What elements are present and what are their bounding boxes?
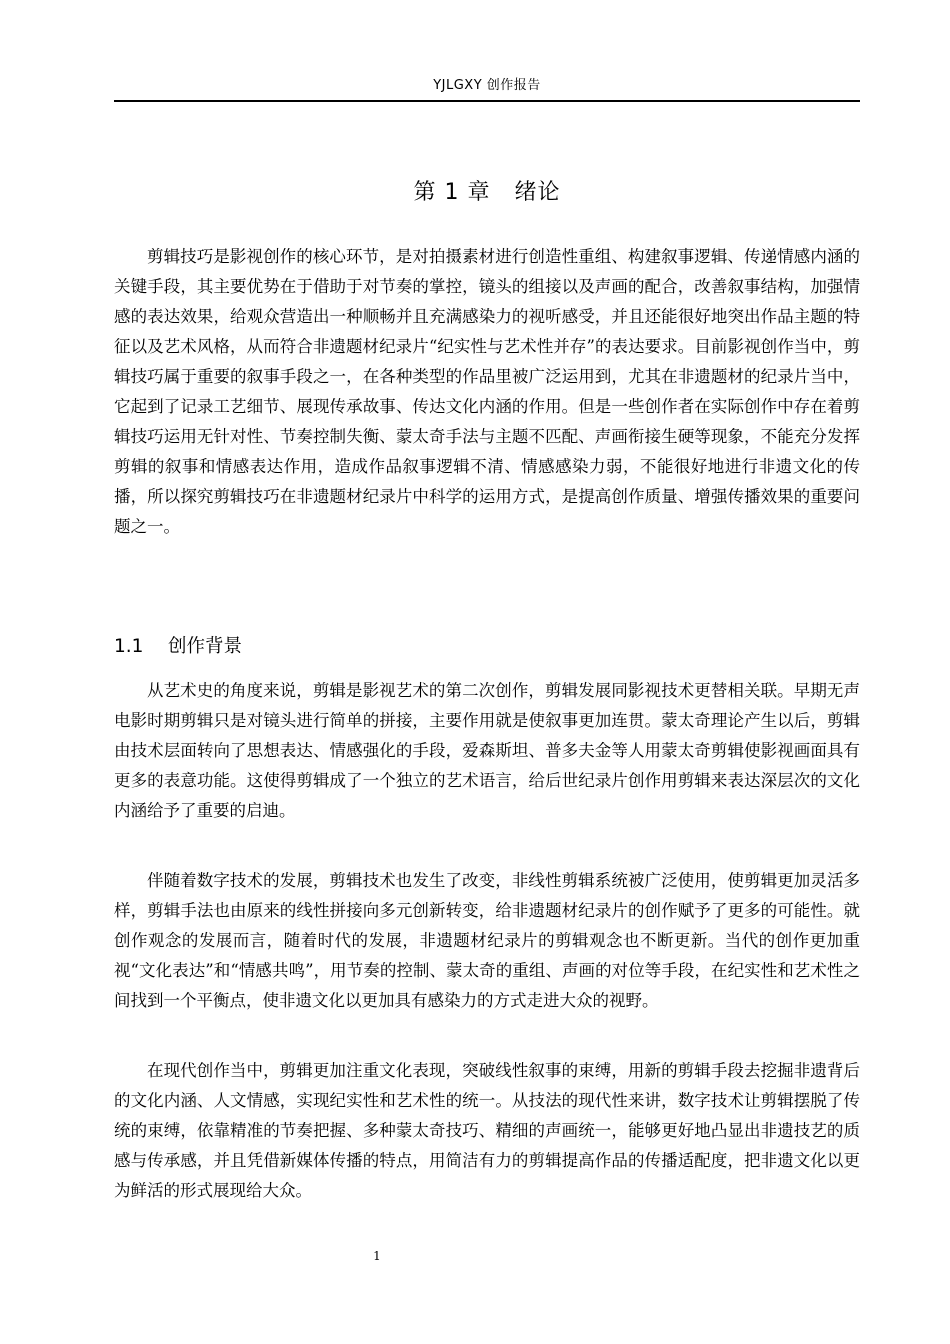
body-paragraph: 伴随着数字技术的发展，剪辑技术也发生了改变，非线性剪辑系统被广泛使用，使剪辑更加灵活多样，剪辑手法也由原来的线性拼接向多元创新转变，给非遗题材纪录片的创作赋予了更多的可能性。就创作观念的发展而言，随着时代的发展，非遗题材纪录片的剪辑观念也不断更新。当代的创作更加重视“文化表达”和“情感共鸣”，用节奏的控制、蒙太奇的重组、声画的对位等手段，在纪实性和艺术性之间找到一个平衡点，使非遗文化以更加具有感染力的方式走进大众的视野。	[114, 871, 860, 1010]
chapter-title	[114, 176, 860, 210]
chapter-label: 第 1 章	[413, 180, 491, 205]
chapter-name: 绪论	[514, 180, 561, 205]
section-heading	[114, 632, 860, 662]
body-paragraph: 在现代创作当中，剪辑更加注重文化表现，突破线性叙事的束缚，用新的剪辑手段去挖掘非遗背后的文化内涵、人文情感，实现纪实性和艺术性的统一。从技法的现代性来讲，数字技术让剪辑摆脱了传统的束缚，依靠精准的节奏把握、多种蒙太奇技巧、精细的声画统一，能够更好地凸显出非遗技艺的质感与传承感，并且凭借新媒体传播的特点，用简洁有力的剪辑提高作品的传播适配度，把非遗文化以更为鲜活的形式展现给大众。	[114, 1061, 860, 1200]
section-title: 创作背景	[168, 636, 243, 657]
body-paragraph: 从艺术史的角度来说，剪辑是影视艺术的第二次创作，剪辑发展同影视技术更替相关联。早期无声电影时期剪辑只是对镜头进行简单的拼接，主要作用就是使叙事更加连贯。蒙太奇理论产生以后，剪辑由技术层面转向了思想表达、情感强化的手段，爱森斯坦、普多夫金等人用蒙太奇剪辑使影视画面具有更多的表意功能。这使得剪辑成了一个独立的艺术语言，给后世纪录片创作用剪辑来表达深层次的文化内涵给予了重要的启迪。	[114, 681, 860, 820]
running-header: YJLGXY 创作报告	[433, 78, 541, 93]
page-number: 1	[373, 1249, 381, 1263]
header-divider	[114, 100, 860, 102]
section-number: 1.1	[114, 636, 144, 657]
intro-paragraph: 剪辑技巧是影视创作的核心环节，是对拍摄素材进行创造性重组、构建叙事逻辑、传递情感内涵的关键手段，其主要优势在于借助于对节奏的掌控，镜头的组接以及声画的配合，改善叙事结构，加强情感的表达效果，给观众营造出一种顺畅并且充满感染力的视听感受，并且还能很好地突出作品主题的特征以及艺术风格，从而符合非遗题材纪录片“纪实性与艺术性并存”的表达要求。目前影视创作当中，剪辑技巧属于重要的叙事手段之一，在各种类型的作品里被广泛运用到，尤其在非遗题材的纪录片当中，它起到了记录工艺细节、展现传承故事、传达文化内涵的作用。但是一些创作者在实际创作中存在着剪辑技巧运用无针对性、节奏控制失衡、蒙太奇手法与主题不匹配、声画衔接生硬等现象，不能充分发挥剪辑的叙事和情感表达作用，造成作品叙事逻辑不清、情感感染力弱，不能很好地进行非遗文化的传播，所以探究剪辑技巧在非遗题材纪录片中科学的运用方式，是提高创作质量、增强传播效果的重要问题之一。	[114, 247, 860, 536]
